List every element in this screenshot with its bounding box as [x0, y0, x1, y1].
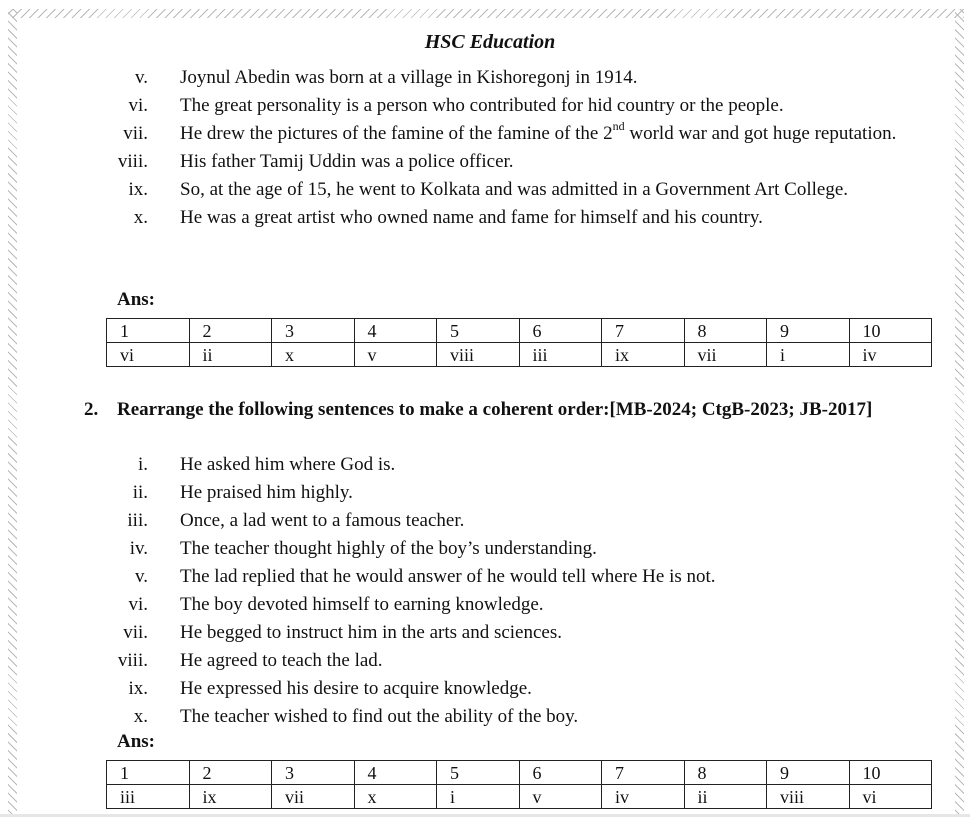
list-item [0, 619, 900, 647]
list-item [0, 451, 900, 479]
question2-sentence-list [0, 451, 900, 731]
list-item [0, 591, 900, 619]
position-cell: 1 [107, 761, 190, 785]
position-cell: 10 [849, 319, 932, 343]
position-cell: 8 [684, 761, 767, 785]
item-text: He begged to instruct him in the arts and sciences. [180, 622, 563, 643]
item-text-after: world war and got huge reputation. [624, 123, 897, 144]
answer-cell: iii [519, 343, 602, 367]
section1-answer-table [106, 318, 932, 367]
position-cell: 7 [602, 761, 685, 785]
table-row [107, 761, 932, 785]
question2-ans-label: Ans: [117, 731, 156, 752]
position-cell: 1 [107, 319, 190, 343]
page-header-title: HSC Education [424, 31, 556, 53]
item-number: ix. [128, 179, 148, 200]
position-cell: 2 [189, 319, 272, 343]
list-item [0, 703, 900, 731]
answer-cell: viii [437, 343, 520, 367]
question-text: Rearrange the following sentences to make a coherent order:[MB-2024; CtgB-2023; JB-2017] [117, 399, 873, 420]
item-text: So, at the age of 15, he went to Kolkata and was admitted in a Government Art College. [180, 179, 848, 200]
item-text: Once, a lad went to a famous teacher. [180, 510, 465, 531]
item-text: The teacher wished to find out the ability of the boy. [180, 706, 579, 727]
list-item [0, 204, 900, 232]
answer-cell: iv [849, 343, 932, 367]
position-cell: 9 [767, 319, 850, 343]
answer-cell: i [437, 785, 520, 809]
position-cell: 9 [767, 761, 850, 785]
list-item [0, 479, 900, 507]
question2-answer-table [106, 760, 932, 809]
item-number: ii. [132, 482, 148, 503]
answer-cell: ix [189, 785, 272, 809]
position-cell: 6 [519, 761, 602, 785]
item-number: x. [133, 706, 148, 727]
page-border-right [955, 9, 964, 815]
position-cell: 7 [602, 319, 685, 343]
section1-sentence-list [0, 64, 900, 232]
answer-cell: iii [107, 785, 190, 809]
position-cell: 10 [849, 761, 932, 785]
question2-title [84, 396, 924, 424]
item-number: ix. [128, 678, 148, 699]
position-cell: 4 [354, 761, 437, 785]
item-text: He was a great artist who owned name and fame for himself and his country. [180, 207, 763, 228]
list-item [0, 92, 900, 120]
item-number: vii. [123, 622, 148, 643]
answer-cell: x [272, 343, 355, 367]
item-number: i. [137, 454, 148, 475]
item-number: iii. [127, 510, 148, 531]
item-text: He praised him highly. [180, 482, 353, 503]
item-number: v. [134, 566, 148, 587]
item-number: x. [133, 207, 148, 228]
answer-cell: v [354, 343, 437, 367]
table-row [107, 785, 932, 809]
answer-cell: i [767, 343, 850, 367]
list-item [0, 535, 900, 563]
item-text: He expressed his desire to acquire knowledge. [180, 678, 532, 699]
item-text: The boy devoted himself to earning knowledge. [180, 594, 544, 615]
list-item [0, 148, 900, 176]
page-border-top [8, 9, 964, 18]
position-cell: 5 [437, 761, 520, 785]
item-number: vi. [128, 594, 148, 615]
ordinal-superscript: nd [612, 118, 625, 133]
position-cell: 8 [684, 319, 767, 343]
position-cell: 2 [189, 761, 272, 785]
answer-cell: ix [602, 343, 685, 367]
list-item [0, 120, 900, 148]
answer-cell: ii [189, 343, 272, 367]
position-cell: 5 [437, 319, 520, 343]
list-item [0, 507, 900, 535]
table-row [107, 319, 932, 343]
item-number: v. [134, 67, 148, 88]
answer-cell: viii [767, 785, 850, 809]
list-item [0, 675, 900, 703]
item-number: viii. [117, 151, 148, 172]
item-text-before: He drew the pictures of the famine of the famine of the 2 [180, 123, 613, 144]
answer-cell: ii [684, 785, 767, 809]
item-text: Joynul Abedin was born at a village in Kishoregonj in 1914. [180, 67, 638, 88]
item-number: viii. [117, 650, 148, 671]
item-text: He agreed to teach the lad. [180, 650, 383, 671]
item-text: The teacher thought highly of the boy’s understanding. [180, 538, 597, 559]
item-text: The lad replied that he would answer of he would tell where He is not. [180, 566, 716, 587]
list-item [0, 64, 900, 92]
answer-cell: v [519, 785, 602, 809]
list-item [0, 563, 900, 591]
answer-cell: vii [272, 785, 355, 809]
position-cell: 6 [519, 319, 602, 343]
item-number: vi. [128, 95, 148, 116]
answer-cell: vi [107, 343, 190, 367]
item-text: He asked him where God is. [180, 454, 396, 475]
answer-cell: iv [602, 785, 685, 809]
item-text [180, 120, 900, 148]
position-cell: 4 [354, 319, 437, 343]
answer-cell: vi [849, 785, 932, 809]
answer-cell: x [354, 785, 437, 809]
item-number: iv. [129, 538, 148, 559]
table-row [107, 343, 932, 367]
position-cell: 3 [272, 319, 355, 343]
section1-ans-label: Ans: [117, 289, 156, 310]
answer-cell: vii [684, 343, 767, 367]
list-item [0, 647, 900, 675]
position-cell: 3 [272, 761, 355, 785]
item-text: The great personality is a person who contributed for hid country or the people. [180, 95, 784, 116]
item-text: His father Tamij Uddin was a police officer. [180, 151, 514, 172]
item-number: vii. [123, 123, 148, 144]
list-item [0, 176, 900, 204]
question-number: 2. [84, 399, 99, 420]
